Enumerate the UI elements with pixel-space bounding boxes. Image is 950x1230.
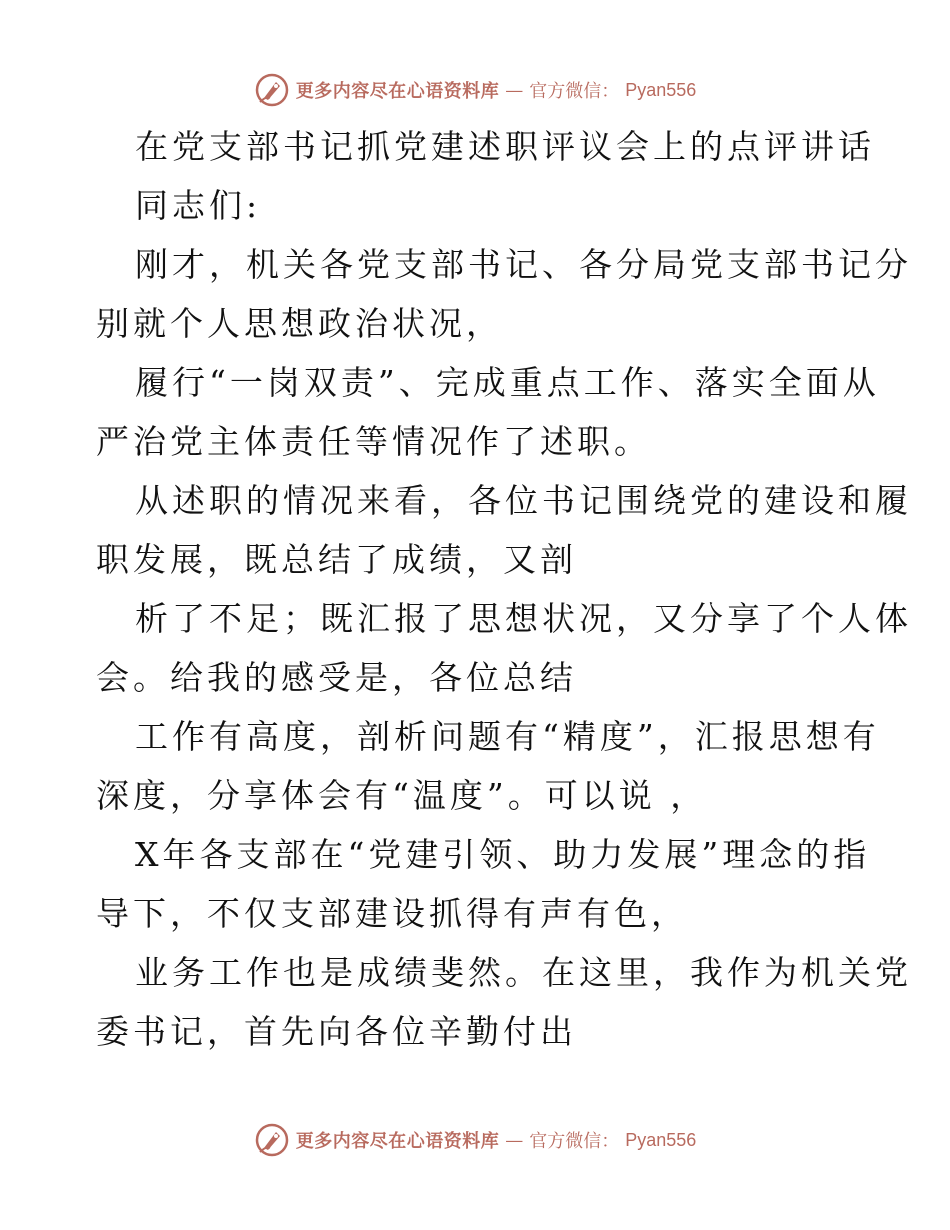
paragraph-line: 严治党主体责任等情况作了述职。 — [96, 422, 651, 461]
paragraph-line: 析了不足；既汇报了思想状况，又分享了个人体 — [135, 599, 912, 638]
paragraph-line: 同志们: — [135, 186, 262, 225]
paragraph-line: 深度，分享体会有“温度”。可以说 ， — [96, 776, 708, 815]
document-title: 在党支部书记抓党建述职评议会上的点评讲话 — [135, 127, 875, 166]
watermark-separator: — — [505, 1129, 524, 1151]
paragraph-line: 履行“一岗双责”、完成重点工作、落实全面从 — [135, 363, 880, 402]
paragraph-line: 别就个人思想政治状况， — [96, 304, 503, 343]
paragraph-line: 导下，不仅支部建设抓得有声有色， — [96, 894, 688, 933]
paragraph-line: 委书记，首先向各位辛勤付出 — [96, 1012, 577, 1051]
footer-watermark — [0, 1120, 950, 1160]
pen-nib-logo-icon — [254, 1122, 290, 1158]
paragraph-line: 职发展，既总结了成绩，又剖 — [96, 540, 577, 579]
watermark-account-id: Pyan556 — [625, 79, 697, 100]
watermark-separator: — — [505, 79, 524, 101]
header-watermark — [0, 70, 950, 110]
paragraph-line: 会。给我的感受是，各位总结 — [96, 658, 577, 697]
watermark-text: 更多内容尽在心语资料库 — [295, 1131, 500, 1152]
paragraph-line: 业务工作也是成绩斐然。在这里，我作为机关党 — [135, 953, 912, 992]
watermark-account-id: Pyan556 — [625, 1129, 697, 1150]
paragraph-line: 刚才，机关各党支部书记、各分局党支部书记分 — [135, 245, 912, 284]
pen-nib-logo-icon — [254, 72, 290, 108]
paragraph-line: X年各支部在“党建引领、助力发展”理念的指 — [135, 835, 871, 874]
paragraph-line: 工作有高度，剖析问题有“精度”，汇报思想有 — [135, 717, 880, 756]
watermark-text: 更多内容尽在心语资料库 — [295, 81, 500, 102]
watermark-account-label: 官方微信： — [529, 81, 620, 102]
watermark-account-label: 官方微信： — [529, 1131, 620, 1152]
paragraph-line: 从述职的情况来看，各位书记围绕党的建设和履 — [135, 481, 912, 520]
